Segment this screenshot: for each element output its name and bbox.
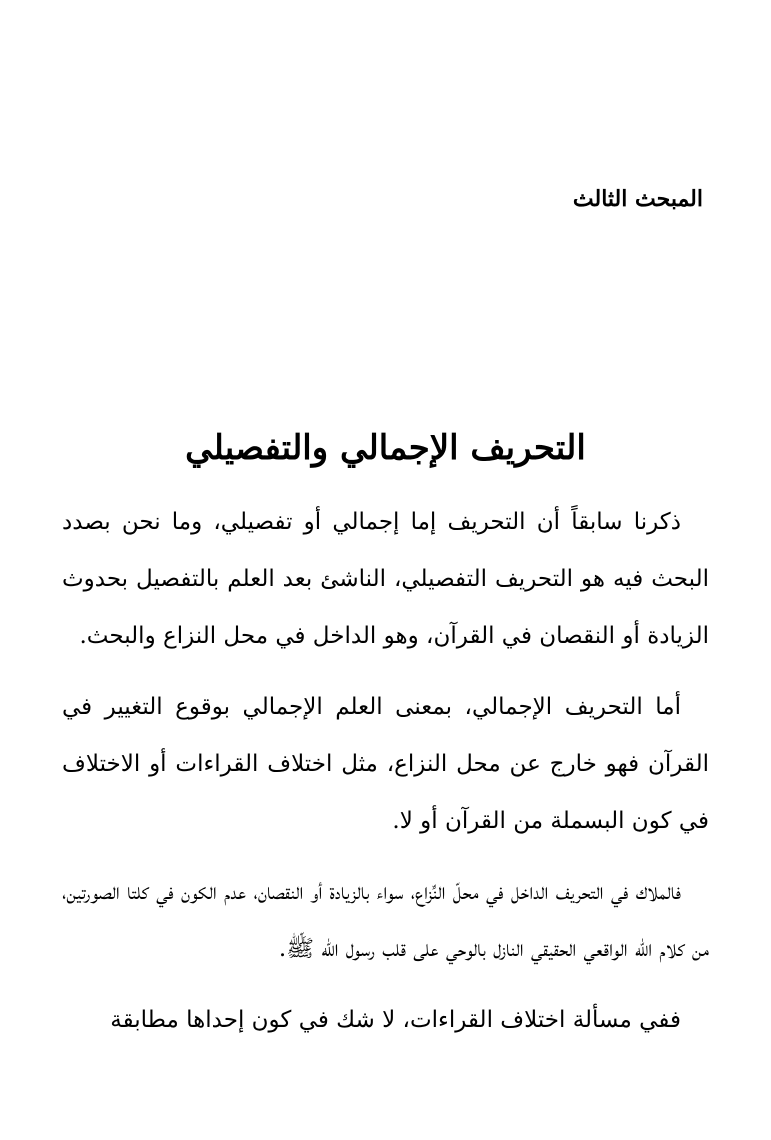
section-label: المبحث الثالث: [572, 186, 703, 212]
paragraph: ففي مسألة اختلاف القراءات، لا شك في كون إحداها مطابقة: [110, 1007, 681, 1033]
paragraph: أما التحريف الإجمالي، بمعنى العلم الإجمالي بوقوع التغيير في القرآن فهو خارج عن محل النزاع، مثل اختلاف القراءات أو الاختلاف في كون البسملة من القرآن أو لا.: [62, 694, 709, 834]
body-text: [62, 494, 709, 1063]
chapter-title: التحريف الإجمالي والتفصيلي: [185, 428, 586, 468]
paragraph: ذكرنا سابقاً أن التحريف إما إجمالي أو تفصيلي، وما نحن بصدد البحث فيه هو التحريف التفصيلي، الناشئ بعد العلم بالتفصيل بحدوث الزيادة أو النقصان في القرآن، وهو الداخل في محل النزاع والبحث.: [62, 509, 709, 649]
paragraph: فالملاك في التحريف الداخل في محلّ النِّزاع، سواء بالزيادة أو النقصان، عدم الكون في كلتا الصورتين، من كلام الله الواقعي الحقيقي النازل بالوحي على قلب رسول الله ﷺ.: [62, 879, 709, 962]
